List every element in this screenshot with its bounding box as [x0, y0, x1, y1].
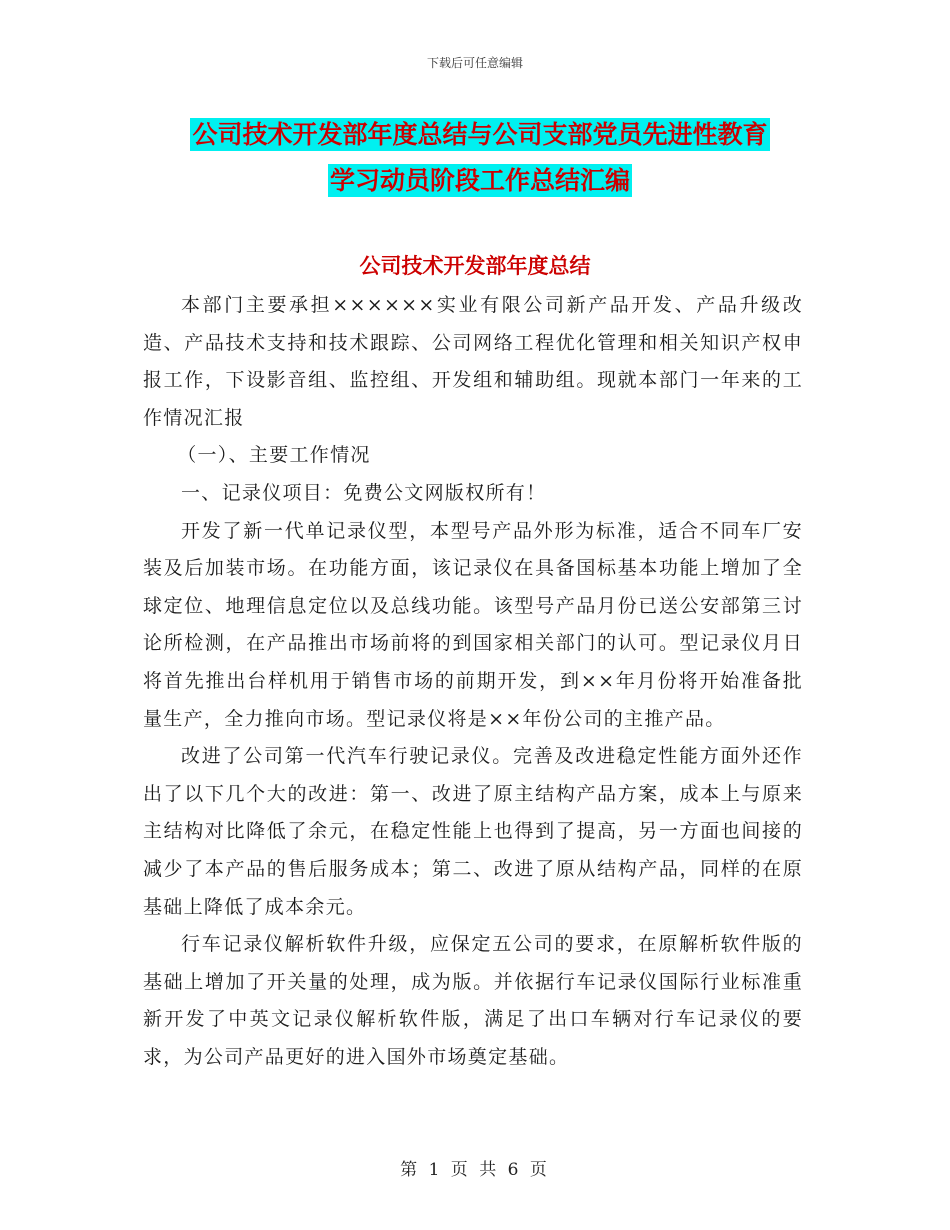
header-note: 下载后可任意编辑	[426, 56, 523, 70]
paragraph-software-upgrade: 行车记录仪解析软件升级，应保定五公司的要求，在原解析软件版的基础上增加了开关量的处理，成为版。并依据行车记录仪国际行业标准重新开发了中英文记录仪解析软件版，满足了出口车辆对行车记录仪的要求，为公司产品更好的进入国外市场奠定基础。	[143, 933, 803, 1068]
paragraph-section-heading: （一）、主要工作情况	[177, 444, 371, 467]
section-title: 公司技术开发部年度总结	[359, 254, 591, 278]
paragraph-intro: 本部门主要承担××××××实业有限公司新产品开发、产品升级改造、产品技术支持和技术跟踪、公司网络工程优化管理和相关知识产权申报工作，下设影音组、监控组、开发组和辅助组。现就本部门一年来的工作情况汇报	[143, 294, 803, 429]
body-text	[143, 287, 803, 1076]
document-title-line-2: 学习动员阶段工作总结汇编	[329, 166, 630, 195]
document-title-line-1: 公司技术开发部年度总结与公司支部党员先进性教育	[192, 120, 768, 149]
paragraph-recorder-development: 开发了新一代单记录仪型，本型号产品外形为标准，适合不同车厂安装及后加装市场。在功能方面，该记录仪在具备国标基本功能上增加了全球定位、地理信息定位以及总线功能。该型号产品月份已送公安部第三讨论所检测，在产品推出市场前将的到国家相关部门的认可。型记录仪月日将首先推出台样机用于销售市场的前期开发，到××年月份将开始准备批量生产，全力推向市场。型记录仪将是××年份公司的主推产品。	[143, 519, 803, 730]
paragraph-item-heading: 一、记录仪项目：免费公文网版权所有！	[181, 481, 547, 504]
paragraph-recorder-improvement: 改进了公司第一代汽车行驶记录仪。完善及改进稳定性能方面外还作出了以下几个大的改进：第一、改进了原主结构产品方案，成本上与原来主结构对比降低了余元，在稳定性能上也得到了提高，另一方面也间接的减少了本产品的售后服务成本；第二、改进了原从结构产品，同样的在原基础上降低了成本余元。	[143, 745, 803, 918]
page-footer: 第 1 页 共 6 页	[400, 1160, 550, 1180]
document-title	[150, 112, 810, 204]
